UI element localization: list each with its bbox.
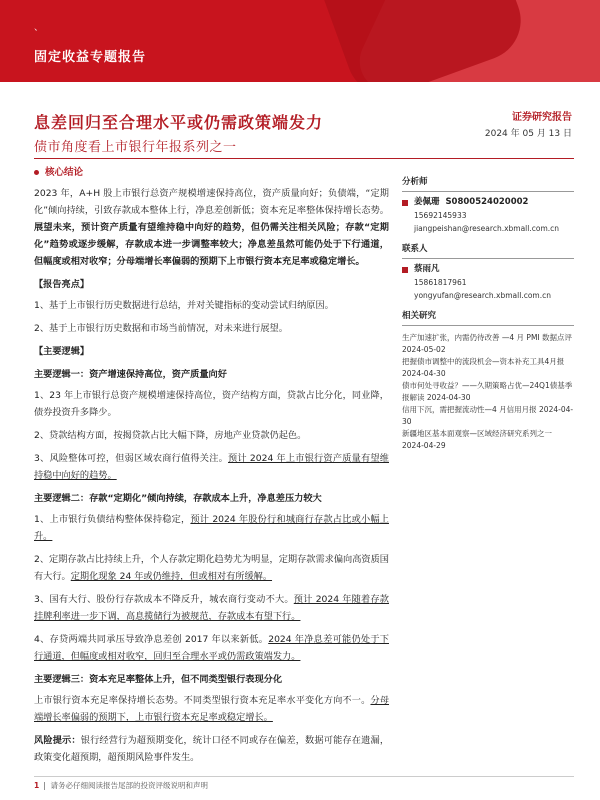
logic-item: 2、贷款结构方面，按揭贷款占比大幅下降，房地产业贷款仍起色。 [34, 430, 307, 441]
logic-item: 上市银行资本充足率保持增长态势。不同类型银行资本充足率水平变化方向不一。分母端增长率偏弱的预期下，上市银行资本充足率或稳定增长。 [34, 695, 390, 723]
related-item[interactable]: 债市何处寻收益？——久期策略占优—24Q1债基季报解读 2024-04-30 [402, 381, 573, 402]
square-icon [402, 267, 408, 273]
highlight-item: 2、基于上市银行历史数据和市场当前情况，对未来进行展望。 [34, 323, 288, 334]
page-subtitle: 债市角度看上市银行年报系列之一 [34, 140, 237, 155]
highlights-heading: 【报告亮点】 [34, 279, 90, 290]
analyst-cert: S0800524020002 [445, 197, 529, 207]
report-category: 固定收益专题报告 [34, 50, 147, 65]
logic-item: 1、23 年上市银行总资产规模增速保持高位，资产结构方面，贷款占比分化，同业降，债券投资升多降少。 [34, 390, 389, 418]
divider [34, 158, 574, 159]
square-icon [402, 200, 408, 206]
report-date: 2024 年 05 月 13 日 [484, 129, 572, 139]
banner-tick: 、 [34, 23, 44, 33]
logic-3-heading: 主要逻辑三：资本充足率整体上升，但不同类型银行表现分化 [34, 674, 283, 685]
main-content [34, 164, 389, 772]
logic-1-heading: 主要逻辑一：资产增速保持高位，资产质量向好 [34, 369, 227, 380]
risk-warning: 风险提示：银行经营行为超预期变化，统计口径不同或存在偏差，数据可能存在遗漏，政策变化超预期，超预期风险事件发生。 [34, 735, 390, 763]
logic-item: 4、存贷两端共同承压导致净息差创 2017 年以来新低。2024 年净息差可能仍处于下行通道，但幅度或相对收窄，回归至合理水平或仍需政策端发力。 [34, 634, 389, 662]
related-list [402, 332, 574, 452]
contact-name: 蔡雨凡 [414, 264, 440, 274]
divider [34, 776, 574, 777]
header-banner [0, 0, 600, 82]
contact-label: 联系人 [402, 243, 574, 259]
logic-heading: 【主要逻辑】 [34, 346, 90, 357]
report-type: 证券研究报告 [512, 112, 572, 123]
logic-2-heading: 主要逻辑二：存款“定期化”倾向持续，存款成本上升，净息差压力较大 [34, 493, 322, 504]
related-item[interactable]: 生产加速扩张，内需仍待改善 —4 月 PMI 数据点评 2024-05-02 [402, 333, 573, 354]
core-heading: 核心结论 [34, 164, 389, 181]
related-item[interactable]: 信用下沉，需把握流动性—4 月信用月报 2024-04-30 [402, 405, 574, 426]
disclaimer: 请务必仔细阅读报告尾部的投资评级说明和声明 [50, 781, 209, 790]
highlight-item: 1、基于上市银行历史数据进行总结，并对关键指标的变动尝试归纳原因。 [34, 300, 334, 311]
related-item[interactable]: 新疆地区基本面观察—区域经济研究系列之一 2024-04-29 [402, 429, 552, 450]
contact-phone: 15861817961 [414, 278, 467, 287]
bullet-icon [34, 170, 39, 175]
contact-name-row [402, 263, 574, 276]
related-item[interactable]: 把握债市调整中的流段机会—资本补充工具4月报 2024-04-30 [402, 357, 565, 378]
logic-item: 3、风险整体可控，但弱区域农商行值得关注。预计 2024 年上市银行资产质量有望维持稳中向好的趋势。 [34, 453, 389, 481]
logic-item: 2、定期存款占比持续上升，个人存款定期化趋势尤为明显，定期存款需求偏向高资质国有大行。定期化现象 24 年或仍维持，但或相对有所缓解。 [34, 554, 389, 582]
logic-item: 3、国有大行、股份行存款成本不降反升，城农商行变动不大。预计 2024 年随着存款挂牌利率进一步下调，高息揽储行为被规范，存款成本有望下行。 [34, 594, 389, 622]
logic-item: 1、上市银行负债结构整体保持稳定，预计 2024 年股份行和城商行存款占比或小幅上升。 [34, 514, 389, 542]
page-footer: 1 | 请务必仔细阅读报告尾部的投资评级说明和声明 [34, 781, 209, 790]
analyst-label: 分析师 [402, 176, 574, 192]
core-paragraph: 2023 年，A+H 股上市银行总资产规模增速保持高位，资产质量向好；负债端，“定期化”倾向持续，引致存款成本整体上行，净息差创新低；资本充足率整体保持增长态势。展望未来，预计资产质量有望维持稳中向好的趋势，但仍需关注相关风险；存款“定期化”趋势或逐步缓解，存款成本进一步调整率较大；净息差虽然可能仍处于下行通道，但幅度或相对收窄；分母端增长率偏弱的预期下上市银行资本充足率或稳定增长。 [34, 188, 389, 267]
related-label: 相关研究 [402, 310, 574, 326]
analyst-name-row [402, 196, 574, 209]
contact-email[interactable]: yongyufan@research.xbmall.com.cn [414, 291, 551, 300]
page-title: 息差回归至合理水平或仍需政策端发力 [34, 113, 324, 132]
sidebar [402, 176, 574, 452]
analyst-email[interactable]: jiangpeishan@research.xbmall.com.cn [414, 224, 560, 233]
page-number: 1 [34, 781, 40, 790]
analyst-phone: 15692145933 [414, 211, 467, 220]
analyst-name: 姜佩珊 [414, 197, 440, 207]
